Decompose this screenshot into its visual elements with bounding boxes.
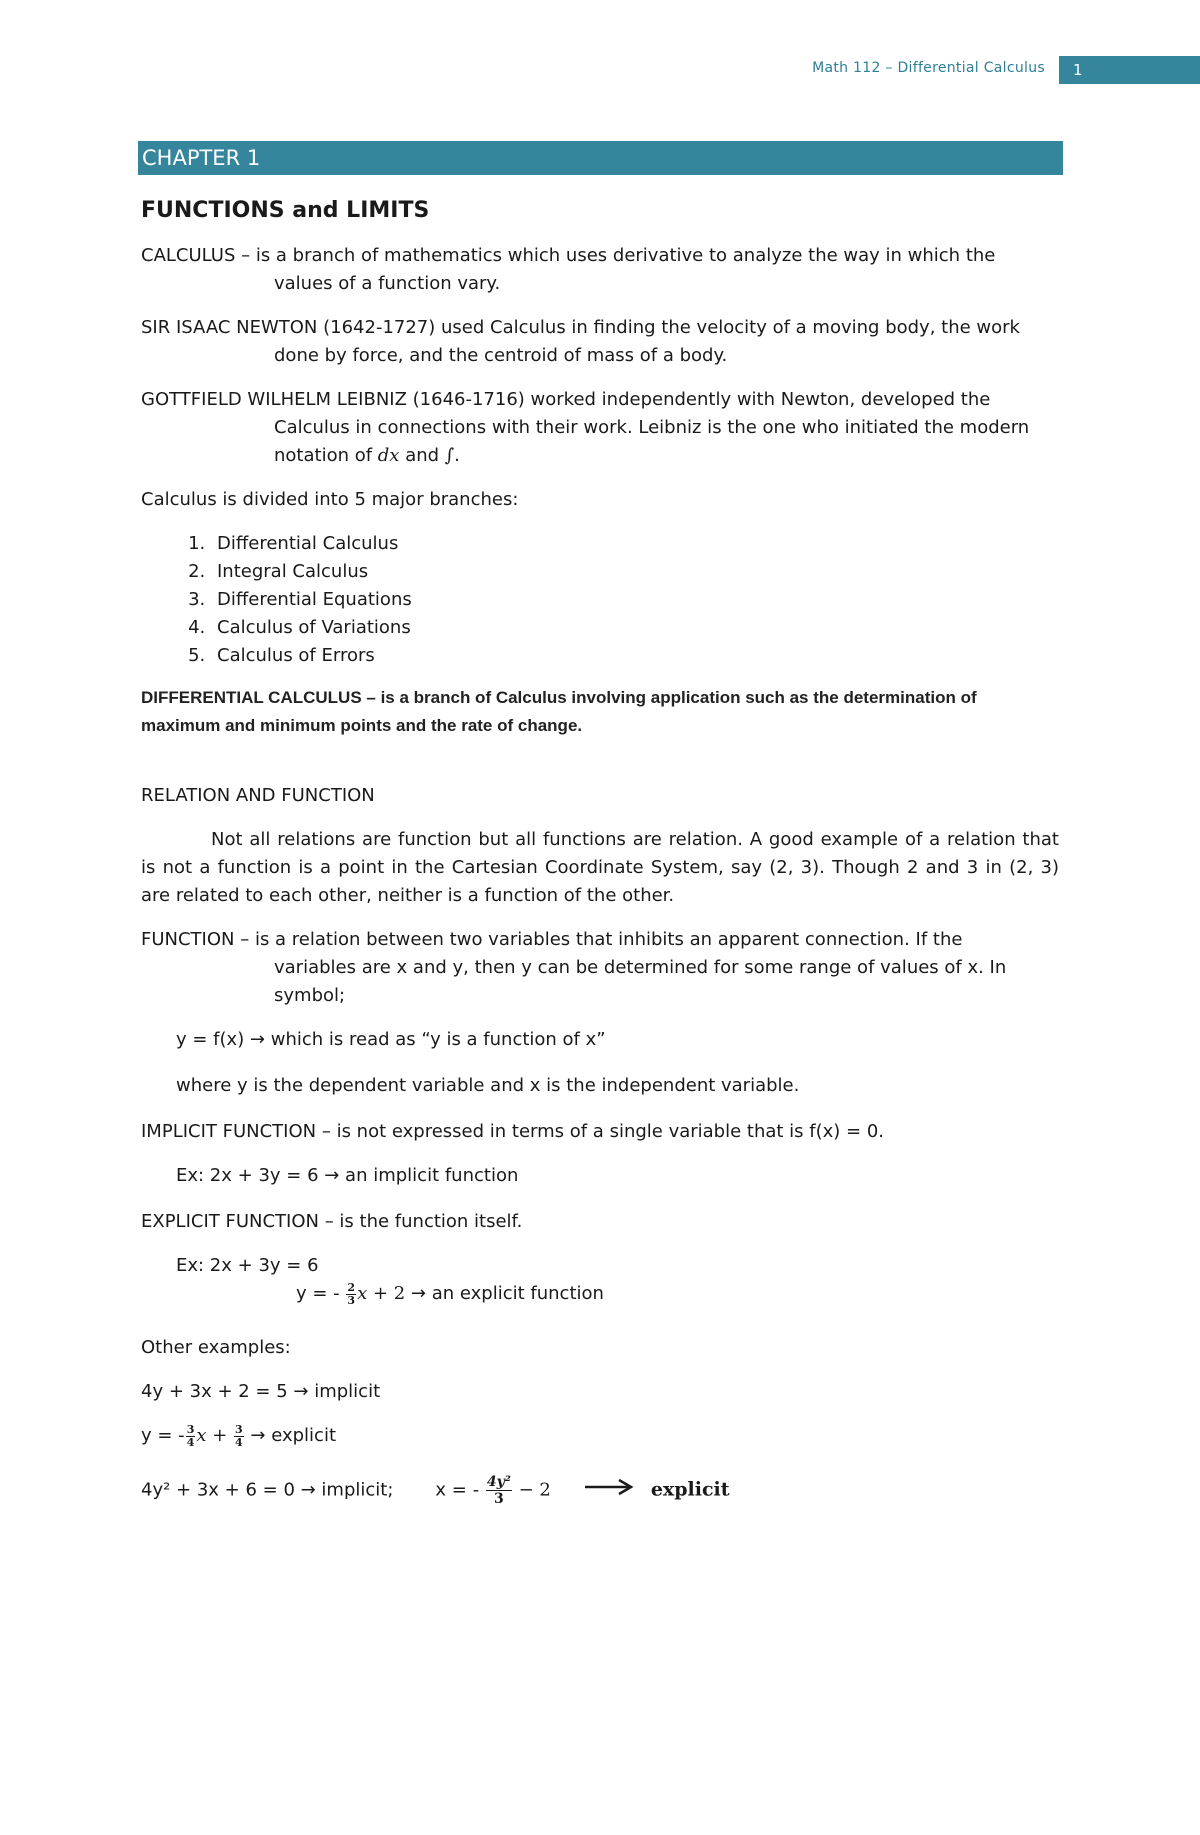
list-item: 4. Calculus of Variations [211,614,1059,642]
explicit-example-line2 [176,1280,1059,1308]
fraction [346,1282,356,1307]
branches-intro: Calculus is divided into 5 major branches: [141,489,519,510]
relation-heading: RELATION AND FUNCTION [141,785,375,806]
section-title: FUNCTIONS and LIMITS [141,198,430,223]
calculus-definition [141,242,1059,298]
leibniz-text: GOTTFIELD WILHELM LEIBNIZ (1646-1716) worked independently with Newton, developed the [141,389,991,410]
integral-symbol: ∫ [444,445,455,466]
math-variable: x [196,1425,207,1446]
math-term: − 2 [512,1479,551,1501]
other2-pre: y = - [141,1425,185,1446]
function-text: FUNCTION – is a relation between two variables that inhibits an apparent connection. If the [141,929,963,950]
math-term: + 2 [367,1283,406,1304]
fraction-numerator: 3 [235,1422,243,1436]
list-item: 5. Calculus of Errors [211,642,1059,670]
other-examples-intro: Other examples: [141,1337,291,1358]
leibniz-dx: dx [377,445,400,466]
calculus-text-cont: values of a function vary. [274,273,501,294]
document-body [141,194,1059,1523]
list-item: 2. Integral Calculus [211,558,1059,586]
fraction-numerator: 3 [186,1422,195,1436]
relation-paragraph: Not all relations are function but all functions are relation. A good example of a relation that is not a function is a point in the Cartesian Coordinate System, say (2, 3). Though 2 and 3 in (2, 3) are related to each other, neither is a function of the other. [141,829,1059,906]
newton-text: SIR ISAAC NEWTON (1642-1727) used Calculus in finding the velocity of a moving body, the work [141,317,1020,338]
explicit-example [141,1252,1059,1308]
calculus-term: CALCULUS [141,245,236,266]
other3-x-pre: x = - [435,1479,485,1501]
long-arrow-icon [585,1477,637,1505]
fraction-denominator: 4 [186,1435,195,1449]
branches-list [141,530,1059,670]
fraction-numerator: 4y² [486,1474,511,1490]
implicit-definition: IMPLICIT FUNCTION – is not expressed in terms of a single variable that is f(x) = 0. [141,1121,885,1142]
function-text-cont1: variables are x and y, then y can be determined for some range of values of x. In [274,957,1007,978]
function-definition [141,926,1059,1010]
chapter-heading: CHAPTER 1 [138,141,1063,175]
fraction-denominator: 3 [493,1491,504,1507]
other-example-2 [141,1422,1059,1450]
calculus-text: – is a branch of mathematics which uses derivative to analyze the way in which the [235,245,996,266]
fraction-denominator: 3 [347,1293,356,1307]
function-symbol: y = f(x) → which is read as “y is a function of x” [176,1029,606,1050]
explicit-eq-post: → an explicit function [405,1283,604,1304]
math-term: + [206,1425,234,1446]
newton-definition [141,314,1059,370]
fraction-denominator: 4 [235,1435,243,1449]
other3-pre: 4y² + 3x + 6 = 0 → implicit; [141,1479,394,1501]
other-example-3 [141,1474,1059,1507]
function-text-cont2: symbol; [274,985,346,1006]
fraction [234,1424,244,1449]
explicit-eq-pre: y = - [296,1283,346,1304]
fraction-numerator: 2 [347,1280,356,1294]
list-item: 1. Differential Calculus [211,530,1059,558]
leibniz-end: . [454,445,460,466]
other2-post: → explicit [244,1425,337,1446]
newton-text-cont: done by force, and the centroid of mass of a body. [274,345,728,366]
leibniz-and: and [399,445,445,466]
explicit-label: explicit [650,1478,730,1501]
leibniz-notation-pre: notation of [274,445,378,466]
header-title: Math 112 – Differential Calculus [812,60,1045,76]
leibniz-definition [141,386,1059,470]
other-example-1: 4y + 3x + 2 = 5 → implicit [141,1381,381,1402]
math-variable: x [357,1283,368,1304]
differential-calculus-definition: DIFFERENTIAL CALCULUS – is a branch of Calculus involving application such as the determination of maximum and minimum points and the rate of change. [141,688,977,735]
fraction [486,1474,512,1507]
function-where: where y is the dependent variable and x is the independent variable. [176,1075,800,1096]
explicit-definition: EXPLICIT FUNCTION – is the function itself. [141,1211,523,1232]
leibniz-text-cont2 [141,442,1059,470]
page-number: 1 [1059,56,1200,84]
list-item: 3. Differential Equations [211,586,1059,614]
implicit-example: Ex: 2x + 3y = 6 → an implicit function [176,1165,519,1186]
fraction [186,1424,196,1449]
explicit-example-line1: Ex: 2x + 3y = 6 [176,1255,319,1276]
leibniz-text-cont1: Calculus in connections with their work. Leibniz is the one who initiated the modern [274,417,1030,438]
